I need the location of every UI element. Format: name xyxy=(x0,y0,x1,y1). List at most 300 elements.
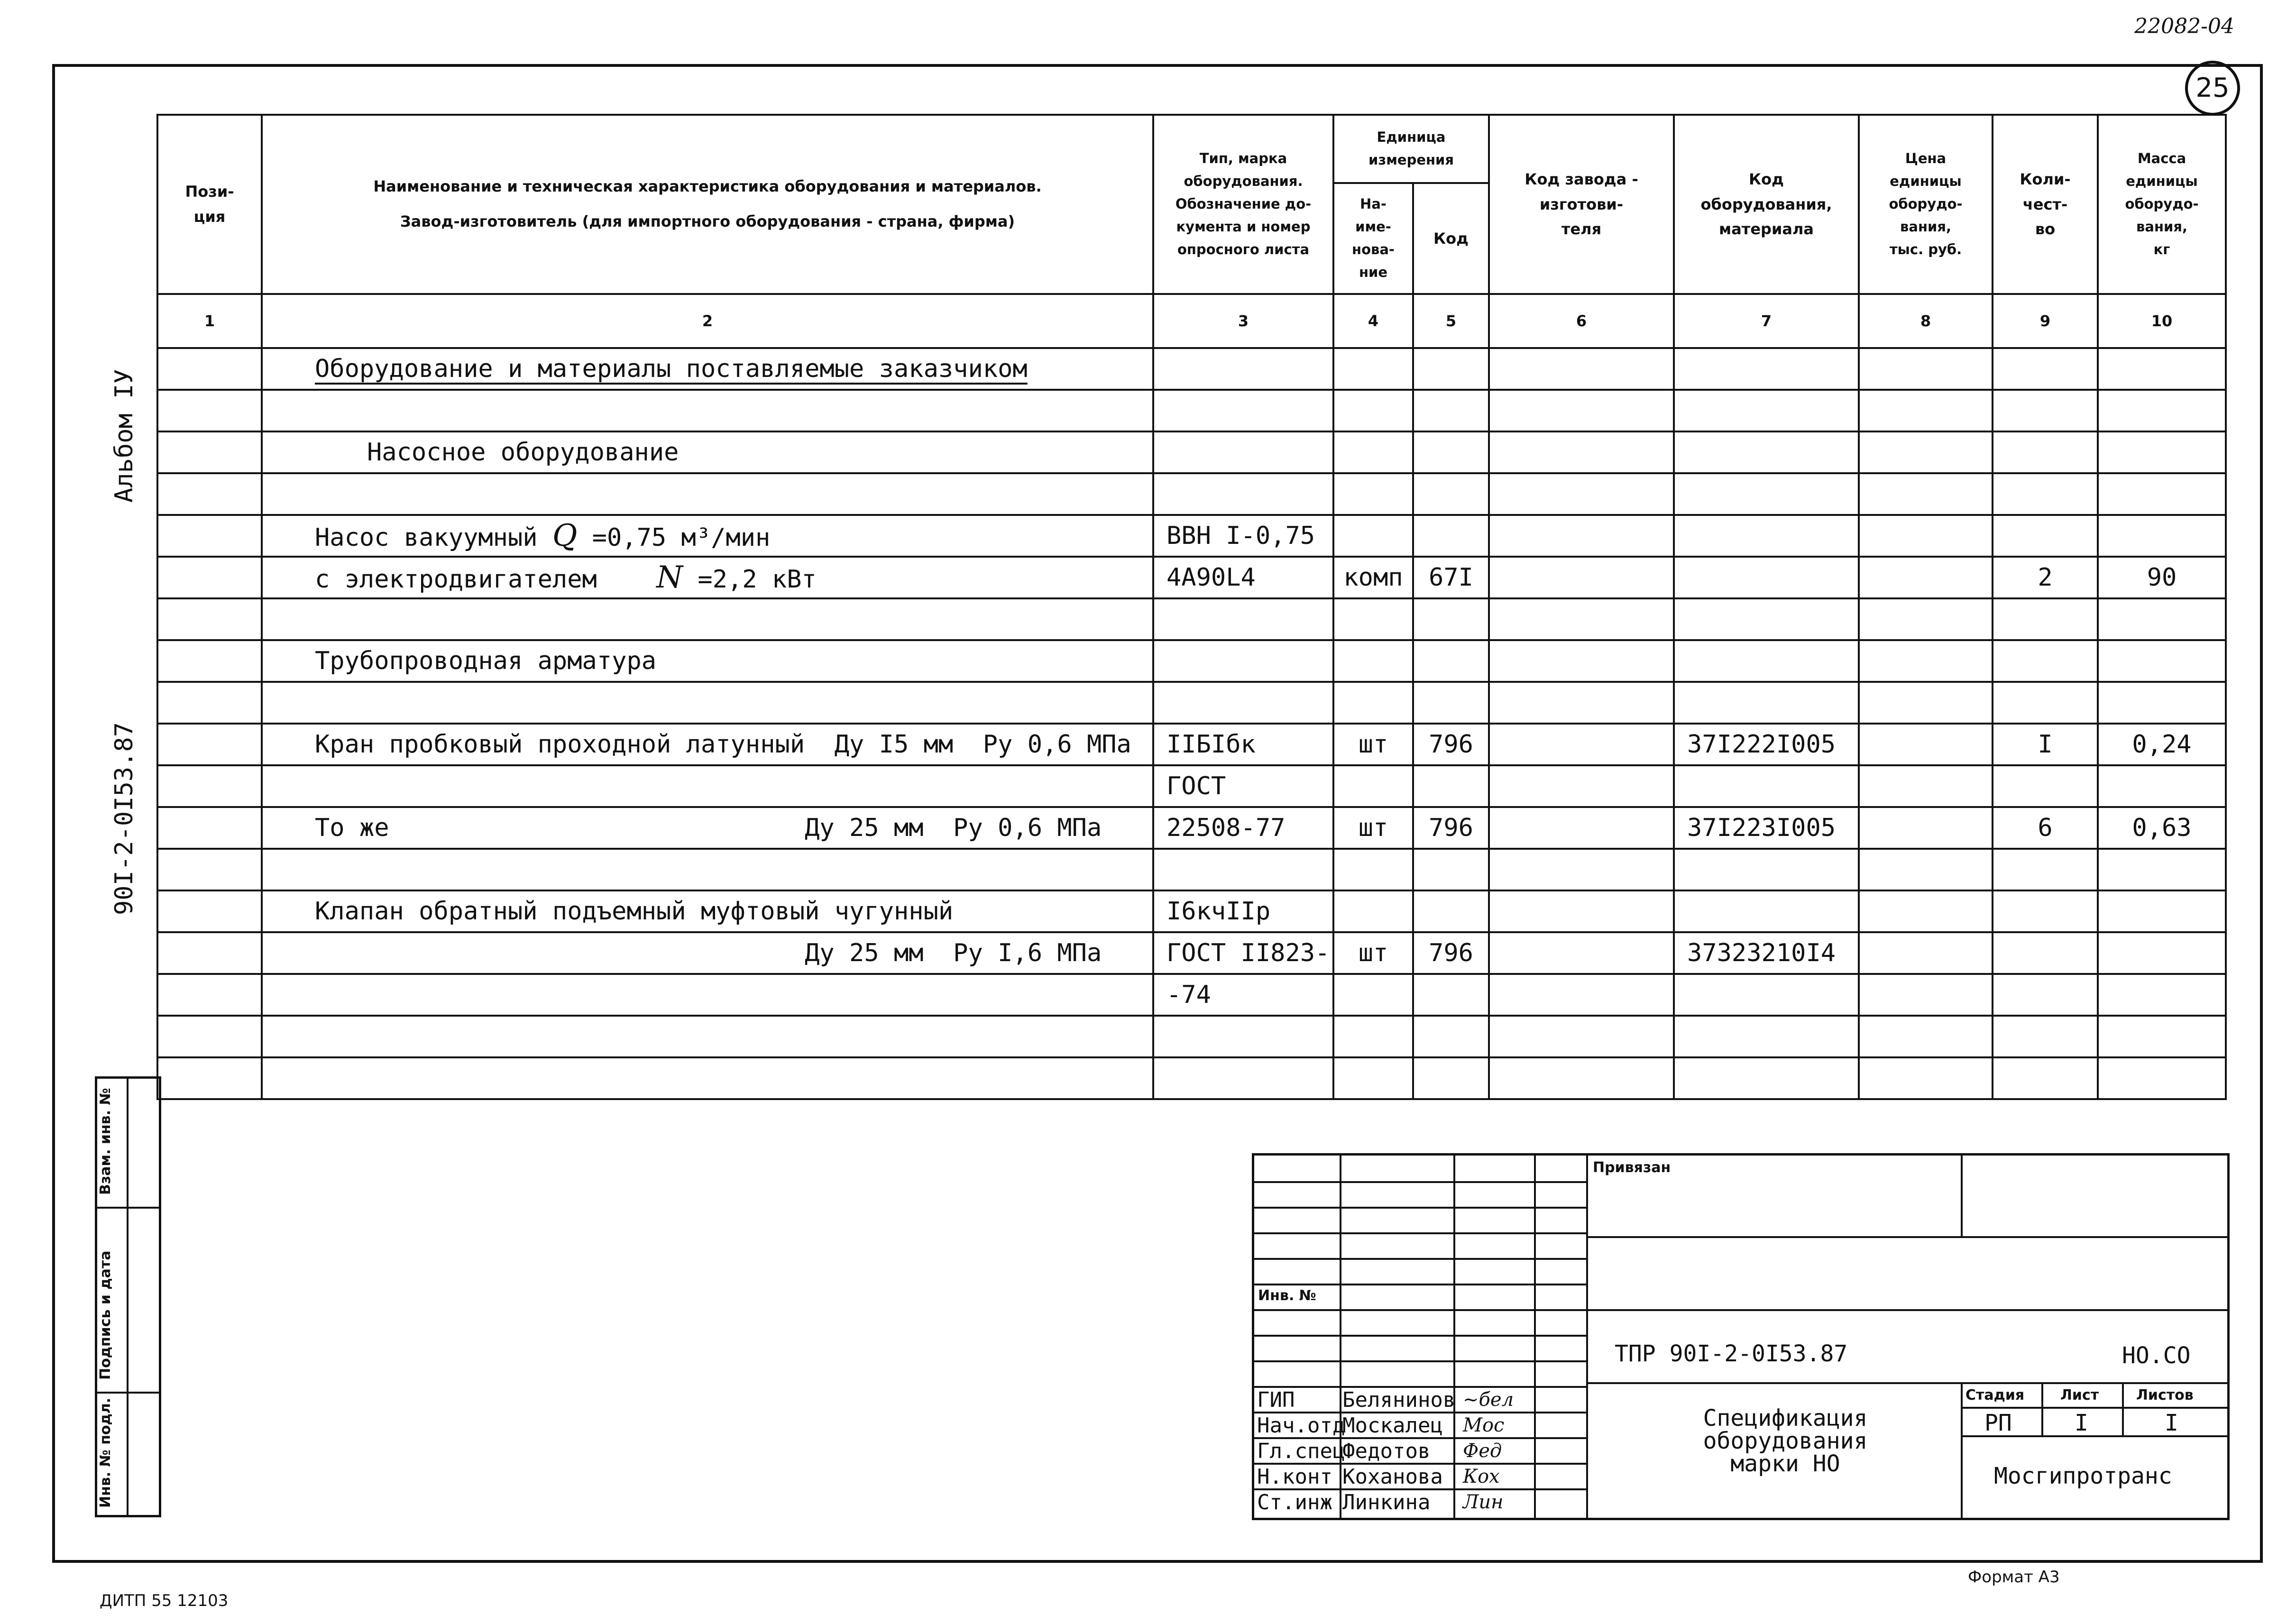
header-text: Цена единицы оборудо- вания, тыс. руб. xyxy=(1889,150,1963,257)
header-mass xyxy=(2098,115,2226,294)
cell-col-10 xyxy=(2098,515,2226,557)
tb-sheet-header: Лист xyxy=(2060,1387,2099,1404)
cell-col-3 xyxy=(1153,431,1333,473)
staff-name: Федотов xyxy=(1342,1439,1431,1463)
cell-col-3 xyxy=(1153,1016,1333,1057)
tb-line xyxy=(1254,1258,1586,1260)
cell-col-6 xyxy=(1489,1016,1674,1057)
cell-name xyxy=(262,557,1153,598)
staff-signature: ~бел xyxy=(1463,1389,1514,1411)
cell-col-7 xyxy=(1674,849,1859,890)
cell-text: Ду 25 мм Ру I,6 МПа xyxy=(315,939,1102,967)
cell-col-6 xyxy=(1489,974,1674,1016)
cell-col-4 xyxy=(1333,640,1413,682)
cell-col-9 xyxy=(1993,682,2098,724)
cell-col-6 xyxy=(1489,724,1674,765)
cell-col-3: 22508-77 xyxy=(1153,807,1333,849)
staff-name: Белянинов xyxy=(1342,1388,1456,1412)
tb-line xyxy=(1961,1407,2227,1409)
cell-name xyxy=(262,849,1153,890)
cell-col-8 xyxy=(1859,557,1993,598)
cell-col-6 xyxy=(1489,348,1674,390)
cell-col-7: 37323210I4 xyxy=(1674,932,1859,974)
header-text: Пози- ция xyxy=(185,183,234,226)
cell-col-3 xyxy=(1153,640,1333,682)
table-row xyxy=(157,807,2226,849)
col-num: 9 xyxy=(1993,294,2098,348)
table-row xyxy=(157,515,2226,557)
tb-stage: РП xyxy=(1984,1410,2012,1436)
cell-col-8 xyxy=(1859,598,1993,640)
cell-col-8 xyxy=(1859,473,1993,515)
staff-name: Линкина xyxy=(1342,1490,1431,1514)
header-unit-code xyxy=(1413,183,1489,294)
cell-col-3 xyxy=(1153,390,1333,431)
cell-name xyxy=(262,515,1153,557)
header-equipment-code xyxy=(1674,115,1859,294)
cell-col-1 xyxy=(157,473,262,515)
cell-col-10 xyxy=(2098,682,2226,724)
cell-col-4 xyxy=(1333,1016,1413,1057)
cell-col-10 xyxy=(2098,640,2226,682)
tb-line xyxy=(1254,1284,1586,1285)
cell-col-1 xyxy=(157,557,262,598)
header-text: Код xyxy=(1433,229,1469,248)
cell-col-7 xyxy=(1674,765,1859,807)
cell-col-7 xyxy=(1674,473,1859,515)
col-num: 6 xyxy=(1489,294,1674,348)
cell-col-4 xyxy=(1333,473,1413,515)
cell-col-9 xyxy=(1993,1016,2098,1057)
cell-col-6 xyxy=(1489,473,1674,515)
cell-col-8 xyxy=(1859,974,1993,1016)
spec-table xyxy=(156,114,2227,1100)
cell-col-4: шт xyxy=(1333,807,1413,849)
cell-text: с электродвигателем xyxy=(315,565,657,594)
tb-stage-header: Стадия xyxy=(1965,1387,2025,1404)
header-position xyxy=(157,115,262,294)
cell-col-8 xyxy=(1859,682,1993,724)
cell-col-7 xyxy=(1674,1016,1859,1057)
cell-col-10 xyxy=(2098,348,2226,390)
cell-col-5 xyxy=(1413,682,1489,724)
staff-signature: Кох xyxy=(1463,1466,1500,1487)
staff-signature: Лин xyxy=(1463,1491,1504,1513)
side-label-signature: Подпись и дата xyxy=(97,1250,114,1380)
tb-line xyxy=(1961,1156,1963,1236)
cell-col-6 xyxy=(1489,431,1674,473)
col-num: 4 xyxy=(1333,294,1413,348)
cell-col-1 xyxy=(157,1016,262,1057)
cell-col-6 xyxy=(1489,515,1674,557)
cell-col-9: I xyxy=(1993,724,2098,765)
cell-col-3 xyxy=(1153,473,1333,515)
cell-col-3 xyxy=(1153,598,1333,640)
header-unit-name xyxy=(1333,183,1413,294)
cell-col-7 xyxy=(1674,682,1859,724)
cell-col-6 xyxy=(1489,640,1674,682)
cell-col-9 xyxy=(1993,431,2098,473)
cell-name xyxy=(262,974,1153,1016)
cell-col-7 xyxy=(1674,640,1859,682)
cell-col-4 xyxy=(1333,682,1413,724)
cell-name xyxy=(262,348,1153,390)
tb-sheet: I xyxy=(2075,1410,2088,1436)
cell-col-10: 90 xyxy=(2098,557,2226,598)
section-title: Оборудование и материалы поставляемые заказчиком xyxy=(315,355,1028,383)
cell-text: =0,75 м³/мин xyxy=(577,523,771,552)
cell-col-9 xyxy=(1993,515,2098,557)
tb-doc-code: ТПР 90I-2-0I53.87 xyxy=(1615,1340,1848,1367)
cell-text: Трубопроводная арматура xyxy=(315,647,657,675)
tb-line xyxy=(1586,1156,1588,1518)
cell-col-8 xyxy=(1859,932,1993,974)
table-row xyxy=(157,598,2226,640)
header-name-line2: Завод-изготовитель (для импортного оборудования - страна, фирма) xyxy=(400,212,1015,230)
cell-col-1 xyxy=(157,724,262,765)
header-name xyxy=(262,115,1153,294)
cell-text: Кран пробковый проходной латунный Ду I5 мм Ру 0,6 МПа xyxy=(315,730,1131,759)
cell-col-4 xyxy=(1333,348,1413,390)
cell-col-3 xyxy=(1153,682,1333,724)
cell-col-8 xyxy=(1859,849,1993,890)
cell-col-5 xyxy=(1413,849,1489,890)
side-label-vzam: Взам. инв. № xyxy=(97,1088,114,1195)
staff-role: Ст.инж xyxy=(1257,1490,1332,1514)
cell-col-8 xyxy=(1859,765,1993,807)
tb-title: Спецификация оборудования марки НО xyxy=(1703,1405,1868,1477)
cell-col-4 xyxy=(1333,515,1413,557)
side-stamp-divider-v xyxy=(127,1079,129,1515)
cell-col-7 xyxy=(1674,598,1859,640)
table-row xyxy=(157,682,2226,724)
cell-col-5: 796 xyxy=(1413,932,1489,974)
cell-col-3: ГОСТ xyxy=(1153,765,1333,807)
cell-col-9 xyxy=(1993,849,2098,890)
cell-col-8 xyxy=(1859,1057,1993,1099)
cell-name xyxy=(262,724,1153,765)
cell-col-3: IIБIбк xyxy=(1153,724,1333,765)
cell-col-6 xyxy=(1489,390,1674,431)
cell-col-3 xyxy=(1153,849,1333,890)
cell-col-6 xyxy=(1489,598,1674,640)
cell-col-7 xyxy=(1674,348,1859,390)
cell-col-1 xyxy=(157,974,262,1016)
tb-line xyxy=(1254,1309,1586,1311)
cell-name xyxy=(262,473,1153,515)
tb-line xyxy=(1961,1382,1963,1518)
cell-col-8 xyxy=(1859,348,1993,390)
tb-sheets: I xyxy=(2165,1410,2178,1436)
cell-col-5 xyxy=(1413,640,1489,682)
cell-col-4 xyxy=(1333,765,1413,807)
cell-col-8 xyxy=(1859,515,1993,557)
cell-col-3: ВВН I-0,75 xyxy=(1153,515,1333,557)
cell-col-8 xyxy=(1859,890,1993,932)
header-text: Масса единицы оборудо- вания, кг xyxy=(2125,150,2199,257)
cell-col-9 xyxy=(1993,390,2098,431)
cell-col-9 xyxy=(1993,598,2098,640)
cell-col-3: I6кчIIp xyxy=(1153,890,1333,932)
cell-col-3: -74 xyxy=(1153,974,1333,1016)
print-code: ДИТП 55 12103 xyxy=(100,1591,229,1610)
header-type xyxy=(1153,115,1333,294)
tb-line xyxy=(1254,1360,1586,1362)
tb-inv-no: Инв. № xyxy=(1258,1287,1316,1304)
tb-line xyxy=(1586,1382,2227,1384)
cell-col-4 xyxy=(1333,890,1413,932)
cell-col-1 xyxy=(157,682,262,724)
doc-code: 22082-04 xyxy=(2134,14,2234,38)
cell-col-7 xyxy=(1674,1057,1859,1099)
cell-col-9 xyxy=(1993,932,2098,974)
cell-col-7: 37I222I005 xyxy=(1674,724,1859,765)
album-label: Альбом IУ xyxy=(110,369,138,503)
cell-col-10 xyxy=(2098,849,2226,890)
symbol-text: N xyxy=(656,560,683,595)
cell-col-10 xyxy=(2098,473,2226,515)
staff-role: ГИП xyxy=(1257,1388,1295,1412)
staff-name: Коханова xyxy=(1342,1465,1443,1489)
cell-col-1 xyxy=(157,431,262,473)
cell-col-9 xyxy=(1993,974,2098,1016)
staff-name: Москалец xyxy=(1342,1413,1443,1438)
cell-text: То же Ду 25 мм Ру 0,6 МПа xyxy=(315,814,1102,842)
cell-col-6 xyxy=(1489,557,1674,598)
cell-col-5 xyxy=(1413,431,1489,473)
cell-col-7 xyxy=(1674,974,1859,1016)
col-num: 8 xyxy=(1859,294,1993,348)
cell-col-5 xyxy=(1413,1016,1489,1057)
cell-name xyxy=(262,765,1153,807)
cell-col-4 xyxy=(1333,1057,1413,1099)
cell-name xyxy=(262,932,1153,974)
table-row xyxy=(157,932,2226,974)
cell-col-3 xyxy=(1153,348,1333,390)
cell-name xyxy=(262,682,1153,724)
staff-signature: Фед xyxy=(1463,1440,1502,1462)
title-block xyxy=(1252,1153,2230,1520)
table-row xyxy=(157,557,2226,598)
table-row xyxy=(157,348,2226,390)
cell-col-6 xyxy=(1489,1057,1674,1099)
tb-line xyxy=(2122,1382,2124,1435)
staff-role: Нач.отд xyxy=(1257,1413,1345,1438)
cell-col-10 xyxy=(2098,932,2226,974)
frame-bottom-line xyxy=(52,1560,2262,1563)
tb-line xyxy=(1254,1181,1586,1183)
cell-col-8 xyxy=(1859,807,1993,849)
cell-col-4: шт xyxy=(1333,724,1413,765)
cell-col-8 xyxy=(1859,431,1993,473)
cell-col-7 xyxy=(1674,390,1859,431)
cell-col-4 xyxy=(1333,974,1413,1016)
cell-col-7: 37I223I005 xyxy=(1674,807,1859,849)
tb-sheets-header: Листов xyxy=(2136,1387,2194,1404)
col-num: 5 xyxy=(1413,294,1489,348)
cell-col-5 xyxy=(1413,598,1489,640)
col-num: 2 xyxy=(262,294,1153,348)
cell-col-1 xyxy=(157,390,262,431)
tb-line xyxy=(1586,1309,2227,1311)
staff-signature: Мос xyxy=(1463,1414,1505,1436)
header-name-line1: Наименование и техническая характеристика оборудования и материалов. xyxy=(373,177,1042,196)
header-text: Тип, марка оборудования. Обозначение до- кумента и номер опросного листа xyxy=(1175,150,1312,257)
cell-col-1 xyxy=(157,765,262,807)
cell-col-10 xyxy=(2098,1057,2226,1099)
cell-col-5 xyxy=(1413,1057,1489,1099)
cell-col-4: шт xyxy=(1333,932,1413,974)
cell-name xyxy=(262,890,1153,932)
table-row xyxy=(157,974,2226,1016)
tb-org: Мосгипротранс xyxy=(1994,1463,2172,1489)
cell-col-1 xyxy=(157,932,262,974)
cell-col-9: 6 xyxy=(1993,807,2098,849)
tb-line xyxy=(2041,1382,2043,1435)
cell-col-8 xyxy=(1859,390,1993,431)
tb-line xyxy=(1254,1207,1586,1209)
cell-col-9: 2 xyxy=(1993,557,2098,598)
cell-col-1 xyxy=(157,348,262,390)
table-row xyxy=(157,431,2226,473)
cell-name xyxy=(262,598,1153,640)
table-row xyxy=(157,640,2226,682)
cell-col-9 xyxy=(1993,890,2098,932)
col-num: 10 xyxy=(2098,294,2226,348)
staff-role: Н.конт xyxy=(1257,1465,1332,1489)
cell-col-1 xyxy=(157,849,262,890)
cell-col-5: 796 xyxy=(1413,724,1489,765)
col-num: 1 xyxy=(157,294,262,348)
header-text: На- име- нова- ние xyxy=(1352,196,1395,280)
cell-name xyxy=(262,1016,1153,1057)
album-doc-number: 90I-2-0I53.87 xyxy=(110,722,138,915)
cell-name xyxy=(262,431,1153,473)
cell-col-10 xyxy=(2098,890,2226,932)
cell-col-5 xyxy=(1413,515,1489,557)
cell-col-7 xyxy=(1674,515,1859,557)
cell-col-4 xyxy=(1333,849,1413,890)
cell-col-10 xyxy=(2098,431,2226,473)
format-label: Формат А3 xyxy=(1968,1568,2060,1587)
cell-col-1 xyxy=(157,640,262,682)
cell-col-5 xyxy=(1413,974,1489,1016)
cell-col-7 xyxy=(1674,890,1859,932)
cell-col-9 xyxy=(1993,765,2098,807)
cell-col-1 xyxy=(157,807,262,849)
cell-col-4 xyxy=(1333,390,1413,431)
table-row xyxy=(157,890,2226,932)
staff-role: Гл.спец xyxy=(1257,1439,1345,1463)
cell-col-8 xyxy=(1859,1016,1993,1057)
table-row xyxy=(157,1016,2226,1057)
cell-col-6 xyxy=(1489,890,1674,932)
cell-col-9 xyxy=(1993,640,2098,682)
tb-line xyxy=(1254,1232,1586,1234)
cell-col-4: комп xyxy=(1333,557,1413,598)
cell-name xyxy=(262,1057,1153,1099)
cell-col-6 xyxy=(1489,807,1674,849)
cell-col-3: ГОСТ II823- xyxy=(1153,932,1333,974)
cell-col-9 xyxy=(1993,348,2098,390)
cell-col-5 xyxy=(1413,348,1489,390)
cell-col-6 xyxy=(1489,682,1674,724)
table-row xyxy=(157,724,2226,765)
cell-col-5 xyxy=(1413,890,1489,932)
cell-col-5: 796 xyxy=(1413,807,1489,849)
cell-name xyxy=(262,807,1153,849)
cell-col-3: 4A90L4 xyxy=(1153,557,1333,598)
cell-text: Насос вакуумный xyxy=(315,523,552,552)
cell-col-1 xyxy=(157,1057,262,1099)
table-row xyxy=(157,390,2226,431)
header-price xyxy=(1859,115,1993,294)
tb-line xyxy=(1254,1335,1586,1337)
tb-mark: НО.СО xyxy=(2122,1342,2191,1369)
cell-text: Клапан обратный подъемный муфтовый чугунный xyxy=(315,897,954,926)
column-numbers-row xyxy=(157,294,2226,348)
cell-col-5 xyxy=(1413,473,1489,515)
cell-col-4 xyxy=(1333,598,1413,640)
cell-col-10 xyxy=(2098,598,2226,640)
cell-col-10 xyxy=(2098,765,2226,807)
cell-col-9 xyxy=(1993,473,2098,515)
cell-col-10 xyxy=(2098,974,2226,1016)
side-label-inv-podl: Инв. № подл. xyxy=(97,1397,114,1508)
sheet-number: 25 xyxy=(2185,61,2240,116)
table-row xyxy=(157,473,2226,515)
cell-col-8 xyxy=(1859,724,1993,765)
header-text: Единица измерения xyxy=(1368,129,1454,168)
table-row xyxy=(157,1057,2226,1099)
cell-col-6 xyxy=(1489,765,1674,807)
symbol-text: Q xyxy=(552,518,578,553)
cell-col-10 xyxy=(2098,1016,2226,1057)
cell-col-10 xyxy=(2098,390,2226,431)
table-row xyxy=(157,765,2226,807)
cell-col-5: 67I xyxy=(1413,557,1489,598)
cell-col-3 xyxy=(1153,1057,1333,1099)
header-quantity xyxy=(1993,115,2098,294)
col-num: 7 xyxy=(1674,294,1859,348)
tb-privyazan: Привязан xyxy=(1593,1159,1671,1176)
cell-col-9 xyxy=(1993,1057,2098,1099)
cell-text: =2,2 кВт xyxy=(683,565,817,594)
cell-text: Насосное оборудование xyxy=(367,438,679,467)
header-text: Код завода - изготови- теля xyxy=(1525,170,1638,239)
col-num: 3 xyxy=(1153,294,1333,348)
cell-col-5 xyxy=(1413,765,1489,807)
cell-col-1 xyxy=(157,515,262,557)
cell-col-10: 0,24 xyxy=(2098,724,2226,765)
cell-col-10: 0,63 xyxy=(2098,807,2226,849)
cell-col-6 xyxy=(1489,932,1674,974)
cell-name xyxy=(262,640,1153,682)
header-factory-code xyxy=(1489,115,1674,294)
cell-col-4 xyxy=(1333,431,1413,473)
table-row xyxy=(157,849,2226,890)
cell-col-5 xyxy=(1413,390,1489,431)
header-text: Код оборудования, материала xyxy=(1700,170,1832,239)
cell-name xyxy=(262,390,1153,431)
tb-line xyxy=(1586,1236,2227,1238)
cell-col-7 xyxy=(1674,557,1859,598)
cell-col-7 xyxy=(1674,431,1859,473)
cell-col-1 xyxy=(157,598,262,640)
cell-col-8 xyxy=(1859,640,1993,682)
cell-col-1 xyxy=(157,890,262,932)
header-text: Коли- чест- во xyxy=(2020,170,2071,239)
